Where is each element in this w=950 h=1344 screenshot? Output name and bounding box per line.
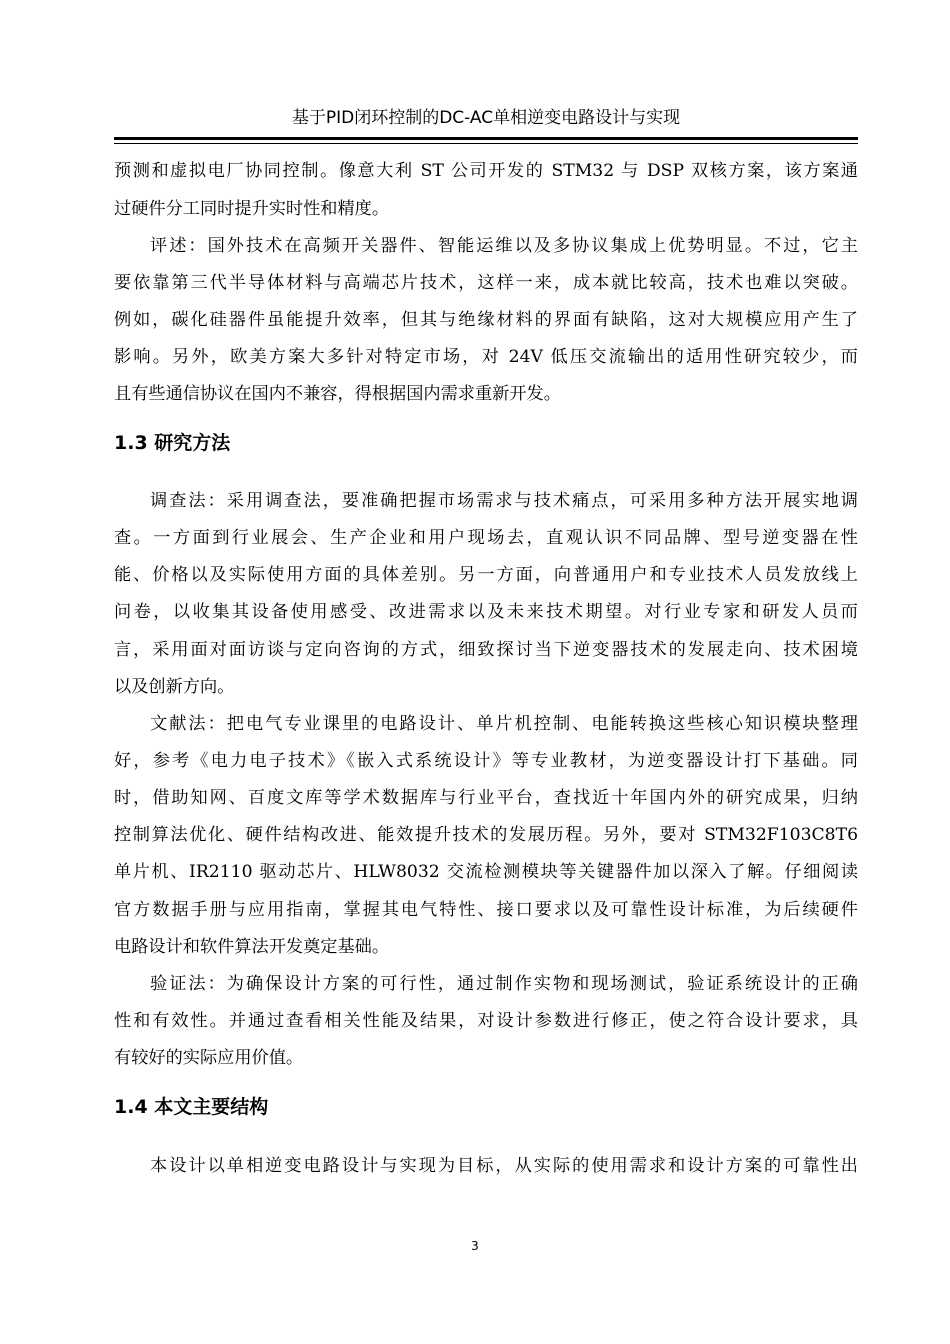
paragraph-line: 本设计以单相逆变电路设计与实现为目标，从实际的使用需求和设计方案的可靠性出: [150, 1156, 858, 1176]
paragraph-line: 过硬件分工同时提升实时性和精度。: [114, 199, 390, 219]
paragraph-line: 问卷，以收集其设备使用感受、改进需求以及未来技术期望。对行业专家和研发人员而: [114, 602, 858, 622]
section-heading-1-3: 1.3 研究方法: [114, 432, 231, 454]
paragraph-line: 预测和虚拟电厂协同控制。像意大利 ST 公司开发的 STM32 与 DSP 双核方案，该方案通: [114, 161, 858, 181]
paragraph-line: 性和有效性。并通过查看相关性能及结果，对设计参数进行修正，使之符合设计要求，具: [114, 1011, 858, 1031]
paragraph-line: 控制算法优化、硬件结构改进、能效提升技术的发展历程。另外，要对 STM32F103C8T6: [114, 825, 858, 845]
paragraph-line: 调查法：采用调查法，要准确把握市场需求与技术痛点，可采用多种方法开展实地调: [150, 491, 858, 511]
running-header: 基于PID闭环控制的DC-AC单相逆变电路设计与实现: [291, 108, 681, 128]
paragraph-line: 验证法：为确保设计方案的可行性，通过制作实物和现场测试，验证系统设计的正确: [150, 974, 858, 994]
paragraph-line: 例如，碳化硅器件虽能提升效率，但其与绝缘材料的界面有缺陷，这对大规模应用产生了: [114, 310, 858, 330]
paragraph-line: 官方数据手册与应用指南，掌握其电气特性、接口要求以及可靠性设计标准，为后续硬件: [114, 900, 858, 920]
paragraph-line: 单片机、IR2110 驱动芯片、HLW8032 交流检测模块等关键器件加以深入了解。仔细阅读: [114, 862, 858, 882]
section-heading-1-4: 1.4 本文主要结构: [114, 1096, 269, 1118]
paragraph-line: 影响。另外，欧美方案大多针对特定市场，对 24V 低压交流输出的适用性研究较少，而: [114, 347, 858, 367]
header-rule-thick: [114, 137, 858, 140]
paragraph-line: 时，借助知网、百度文库等学术数据库与行业平台，查找近十年国内外的研究成果，归纳: [114, 788, 858, 808]
paragraph-line: 好，参考《电力电子技术》《嵌入式系统设计》等专业教材，为逆变器设计打下基础。同: [114, 751, 858, 771]
paragraph-line: 评述：国外技术在高频开关器件、智能运维以及多协议集成上优势明显。不过，它主: [150, 236, 858, 256]
paragraph-line: 文献法：把电气专业课里的电路设计、单片机控制、电能转换这些核心知识模块整理: [150, 714, 858, 734]
paragraph-line: 有较好的实际应用价值。: [114, 1048, 304, 1068]
paragraph-line: 以及创新方向。: [114, 677, 235, 697]
paragraph-line: 且有些通信协议在国内不兼容，得根据国内需求重新开发。: [114, 384, 561, 404]
page-number: 3: [471, 1239, 479, 1253]
paragraph-line: 能、价格以及实际使用方面的具体差别。另一方面，向普通用户和专业技术人员发放线上: [114, 565, 858, 585]
paragraph-line: 查。一方面到行业展会、生产企业和用户现场去，直观认识不同品牌、型号逆变器在性: [114, 528, 858, 548]
paragraph-line: 言，采用面对面访谈与定向咨询的方式，细致探讨当下逆变器技术的发展走向、技术困境: [114, 640, 858, 660]
paragraph-line: 要依靠第三代半导体材料与高端芯片技术，这样一来，成本就比较高，技术也难以突破。: [114, 273, 858, 293]
header-rule-thin: [114, 143, 858, 144]
paragraph-line: 电路设计和软件算法开发奠定基础。: [114, 937, 390, 957]
